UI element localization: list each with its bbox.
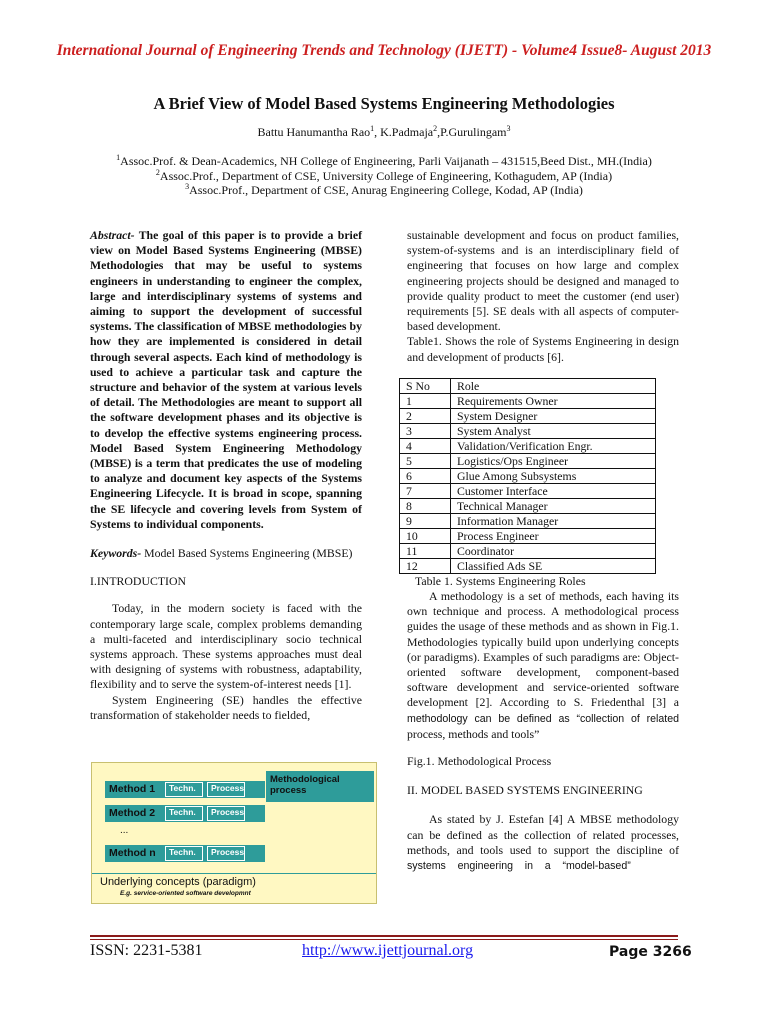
abstract-text: The goal of this paper is to provide a brief view on Model Based Systems Engineering (MBSE) Methodologies that may be useful to systems engineers in understanding to engineer the complex, large and interdisciplinary systems of systems and aiming to support the development of successful systems. The classification of MBSE methodologies by how they are implemented is considered in detail through several aspects. Each kind of methodology is used to achieve a particular task and capture the structure and behavior of the system at various levels of detail. The Methodologies are meant to support all the software development phases and its objective is to develop the effective systems engineering process. Model Based System Engineering Methodology (MBSE) is a term that predicates the use of modeling to analyze and document key aspects of the Systems Engineering Lifecycle. It is broad in scope, spanning the SE lifecycle and covering levels from System of Systems to individual components. [90, 228, 362, 531]
right-paragraph-1: sustainable development and focus on product families, system-of-systems and is an interdisciplinary field of engineering that focuses on how large and complex engineering projects should be designed and managed to provide quality product to meet the customer (end user) requirements [5]. SE deals with all aspects of computer-based development. [407, 228, 679, 334]
affiliation-1-text: Assoc.Prof. & Dean-Academics, NH College of Engineering, Parli Vaijanath – 431515,Beed Dist., MH.(India) [120, 154, 652, 168]
footer-rule [90, 935, 678, 937]
methodological-process-figure [91, 762, 377, 904]
intro-heading: I.INTRODUCTION [90, 574, 186, 589]
left-column [90, 228, 362, 723]
method-2-techn: Techn. [165, 806, 203, 821]
method-2-label: Method 2 [109, 807, 156, 819]
methodological-process-box: Methodological process [266, 771, 374, 802]
author-list [0, 125, 768, 140]
table-row [400, 408, 656, 423]
issn: ISSN: 2231-5381 [90, 942, 203, 959]
table-cell-role: System Analyst [451, 423, 656, 438]
keywords-text: Model Based Systems Engineering (MBSE) [141, 546, 353, 561]
affiliation-3 [0, 183, 768, 198]
table-cell-sno: 3 [400, 423, 451, 438]
figure-divider [92, 873, 376, 874]
method-n-process: Process [207, 846, 245, 861]
table-cell-role: Classified Ads SE [451, 558, 656, 573]
table-cell-role: Process Engineer [451, 528, 656, 543]
roles-table [399, 378, 656, 574]
table-intro: Table1. Shows the role of Systems Engineering in design and development of products [6]. [407, 334, 679, 364]
table-header-row [400, 378, 656, 393]
journal-header: International Journal of Engineering Trends and Technology (IJETT) - Volume4 Issue8- August 2013 [56, 42, 712, 59]
paper-title: A Brief View of Model Based Systems Engineering Methodologies [153, 94, 615, 113]
page-number: Page 3266 [609, 944, 692, 960]
affiliation-2 [0, 169, 768, 184]
author-2-sup: 2 [433, 124, 438, 133]
method-n-techn: Techn. [165, 846, 203, 861]
table-row [400, 468, 656, 483]
author-1: Battu Hanumantha Rao [257, 125, 371, 139]
table-cell-sno: 9 [400, 513, 451, 528]
right-column [407, 228, 679, 874]
underlying-example: E.g. service-oriented software developmnt [120, 890, 251, 897]
affiliation-3-text: Assoc.Prof., Department of CSE, Anurag Engineering College, Kodad, AP (India) [189, 183, 583, 197]
section-2-mono: systems engineering in a “model-based” [407, 860, 631, 873]
table-cell-sno: 7 [400, 483, 451, 498]
table-row [400, 543, 656, 558]
keywords-label: Keywords- [90, 546, 142, 561]
table-header-role: Role [451, 378, 656, 393]
table-cell-role: Coordinator [451, 543, 656, 558]
table-cell-role: Customer Interface [451, 483, 656, 498]
abstract [90, 228, 362, 532]
methodology-definition: methodology can be defined as “collection of related [407, 712, 679, 725]
table-cell-sno: 6 [400, 468, 451, 483]
table-cell-sno: 4 [400, 438, 451, 453]
methodology-end: process, methods and tools” [407, 726, 540, 741]
table-caption: Table 1. Systems Engineering Roles [415, 573, 586, 588]
table-cell-role: Information Manager [451, 513, 656, 528]
journal-link[interactable]: http://www.ijettjournal.org [302, 942, 474, 959]
abstract-label: Abstract- [90, 228, 135, 242]
affiliation-1-sup: 1 [116, 153, 121, 162]
table-row [400, 483, 656, 498]
table-cell-role: Technical Manager [451, 498, 656, 513]
author-3: ,P.Gurulingam [437, 125, 507, 139]
affiliation-2-sup: 2 [155, 168, 160, 177]
intro-paragraph-1: Today, in the modern society is faced with the contemporary large scale, complex problems demanding a multi-faceted and interdisciplinary socio technical systems approach. These systems approaches must deal with designing of systems with robustness, adaptability, flexibility and to serve the system-of-interest needs [1]. [90, 601, 362, 692]
table-row [400, 498, 656, 513]
method-2-row [105, 805, 265, 822]
method-1-process: Process [207, 782, 245, 797]
table-cell-role: Glue Among Subsystems [451, 468, 656, 483]
table-cell-role: Requirements Owner [451, 393, 656, 408]
table-cell-sno: 10 [400, 528, 451, 543]
section-2-heading: II. MODEL BASED SYSTEMS ENGINEERING [407, 783, 643, 798]
table-cell-role: Validation/Verification Engr. [451, 438, 656, 453]
methodology-text: A methodology is a set of methods, each having its own technique and process. A methodological process guides the usage of these methods and as shown in Fig.1. Methodologies typically build upon underlying concepts (or paradigms). Examples of such paradigms are: Object-oriented software development, component-based software development and service-oriented software development [2]. According to S. Friedenthal [3] a [407, 589, 679, 710]
method-ellipsis: ... [120, 825, 129, 836]
method-2-process: Process [207, 806, 245, 821]
table-cell-sno: 2 [400, 408, 451, 423]
table-row [400, 558, 656, 573]
affiliation-3-sup: 3 [185, 182, 190, 191]
author-3-sup: 3 [506, 124, 511, 133]
keywords [90, 546, 362, 561]
author-2: , K.Padmaja [374, 125, 434, 139]
table-cell-sno: 5 [400, 453, 451, 468]
table-header-sno: S No [400, 378, 451, 393]
right-paragraph-3 [407, 589, 679, 742]
table-cell-role: Logistics/Ops Engineer [451, 453, 656, 468]
table-cell-sno: 11 [400, 543, 451, 558]
figure-caption: Fig.1. Methodological Process [407, 754, 552, 769]
intro-paragraph-2: System Engineering (SE) handles the effective transformation of stakeholder needs to fielded, [90, 692, 362, 722]
table-cell-sno: 8 [400, 498, 451, 513]
method-1-label: Method 1 [109, 783, 156, 795]
method-n-row [105, 845, 265, 862]
table-cell-sno: 1 [400, 393, 451, 408]
table-row [400, 453, 656, 468]
table-cell-role: System Designer [451, 408, 656, 423]
author-1-sup: 1 [370, 124, 375, 133]
method-n-label: Method n [109, 847, 156, 859]
section-2-text: As stated by J. Estefan [4] A MBSE methodology can be defined as the collection of related processes, methods, and tools used to support the discipline of [407, 812, 679, 857]
method-1-row [105, 781, 265, 798]
method-1-techn: Techn. [165, 782, 203, 797]
table-row [400, 513, 656, 528]
table-cell-sno: 12 [400, 558, 451, 573]
underlying-concepts-label: Underlying concepts (paradigm) [100, 876, 256, 888]
table-row [400, 528, 656, 543]
footer-rule-thin [90, 939, 678, 940]
table-row [400, 393, 656, 408]
table-row [400, 438, 656, 453]
section-2-paragraph [407, 812, 679, 874]
affiliation-2-text: Assoc.Prof., Department of CSE, University College of Engineering, Kothagudem, AP (India) [159, 169, 613, 183]
affiliation-1 [0, 154, 768, 169]
table-row [400, 423, 656, 438]
